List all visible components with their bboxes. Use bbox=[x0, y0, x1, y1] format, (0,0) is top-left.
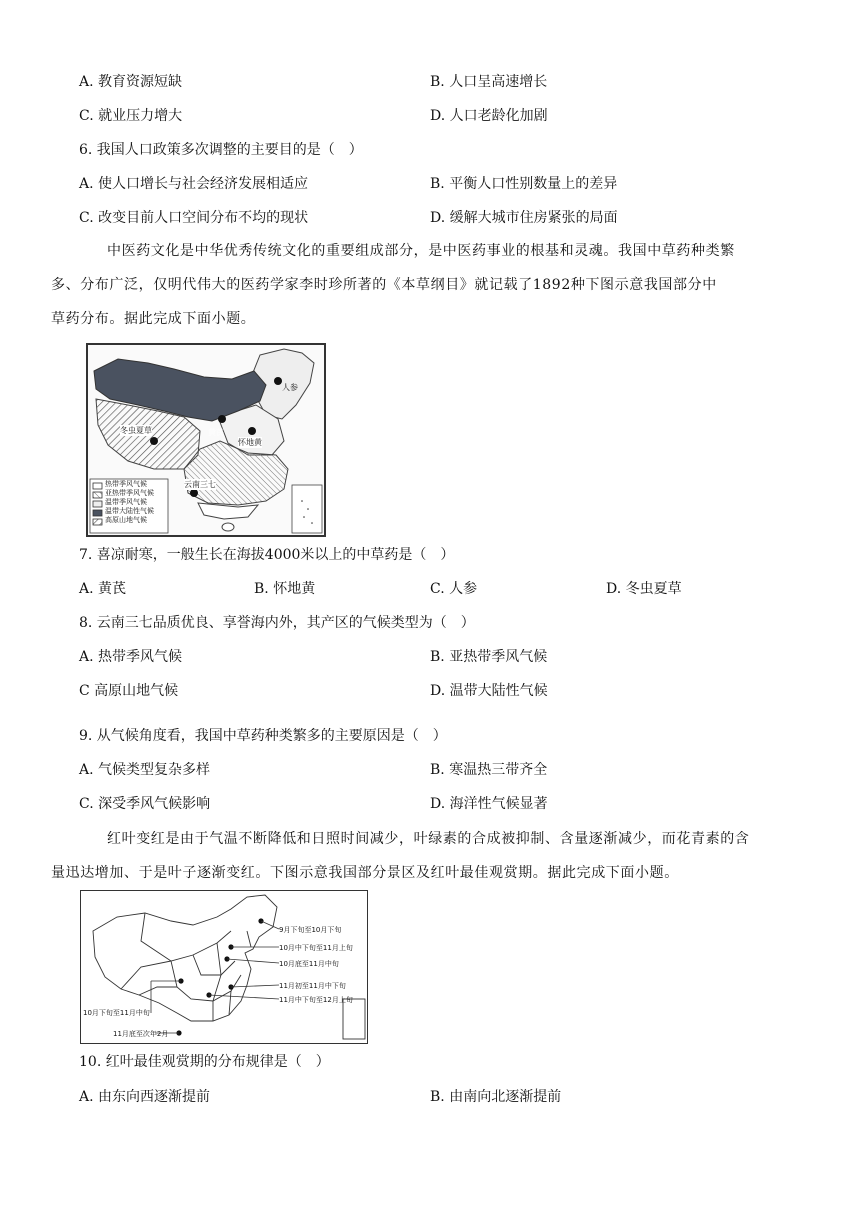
passage-2 bbox=[51, 822, 783, 890]
q8-stem: 8. 云南三七品质优良、享誉海内外，其产区的气候类型为（ ） bbox=[79, 615, 475, 631]
q8-option-c: C 高原山地气候 bbox=[79, 683, 179, 699]
q6-option-d: D. 缓解大城市住房紧张的局面 bbox=[430, 210, 618, 226]
leaf-label-2: 10月中下旬至11月上旬 bbox=[279, 944, 353, 952]
q8-option-b: B. 亚热带季风气候 bbox=[430, 649, 548, 665]
q7-stem: 7. 喜凉耐寒，一般生长在海拔4000米以上的中草药是（ ） bbox=[79, 547, 455, 563]
passage-1-line-3: 草药分布。据此完成下面小题。 bbox=[51, 311, 256, 327]
q6-option-b: B. 平衡人口性别数量上的差异 bbox=[430, 176, 618, 192]
passage-2-line-1: 红叶变红是由于气温不断降低和日照时间减少，叶绿素的合成被抑制、含量逐渐减少，而花青素的含 bbox=[107, 831, 750, 847]
q8-option-d: D. 温带大陆性气候 bbox=[430, 683, 548, 699]
leaf-label-5: 11月中下旬至12月上旬 bbox=[279, 996, 353, 1004]
leaf-label-7: 11月底至次年2月 bbox=[113, 1030, 169, 1038]
leaf-label-1: 9月下旬至10月下旬 bbox=[279, 926, 342, 934]
legend-subtropical-monsoon: 亚热带季风气候 bbox=[105, 489, 154, 497]
leaf-label-4: 11月初至11月中下旬 bbox=[279, 982, 346, 990]
q10-option-a: A. 由东向西逐渐提前 bbox=[79, 1089, 211, 1105]
q7-option-d: D. 冬虫夏草 bbox=[606, 581, 682, 597]
q10-option-b: B. 由南向北逐渐提前 bbox=[430, 1089, 562, 1105]
q9-option-a: A. 气候类型复杂多样 bbox=[79, 762, 211, 778]
legend-tropical-monsoon: 热带季风气候 bbox=[105, 480, 147, 488]
passage-1-line-2: 多、分布广泛，仅明代伟大的医药学家李时珍所著的《本草纲目》就记载了1892种下图示意我国部分中 bbox=[51, 277, 717, 293]
q5-option-a: A. 教育资源短缺 bbox=[79, 74, 183, 90]
leaf-label-6: 10月下旬至11月中旬 bbox=[83, 1009, 150, 1017]
red-leaf-map bbox=[80, 890, 368, 1044]
q10-stem: 10. 红叶最佳观赏期的分布规律是（ ） bbox=[79, 1054, 330, 1070]
leaf-label-3: 10月底至11月中旬 bbox=[279, 960, 339, 968]
label-huaidi: 怀地黄 bbox=[238, 438, 262, 447]
q9-option-c: C. 深受季风气候影响 bbox=[79, 796, 211, 812]
label-renshen: 人参 bbox=[282, 383, 298, 392]
label-sanqi: 云南三七 bbox=[184, 480, 216, 489]
passage-2-line-2: 量迅达增加、于是叶子逐渐变红。下图示意我国部分景区及红叶最佳观赏期。据此完成下面小题。 bbox=[51, 865, 679, 881]
legend-temperate-monsoon: 温带季风气候 bbox=[105, 498, 147, 506]
q9-option-d: D. 海洋性气候显著 bbox=[430, 796, 548, 812]
label-chongcao: 冬虫夏草 bbox=[120, 426, 152, 435]
q5-option-c: C. 就业压力增大 bbox=[79, 108, 183, 124]
q7-option-b: B. 怀地黄 bbox=[254, 581, 316, 597]
legend-temperate-continental: 温带大陆性气候 bbox=[105, 507, 154, 515]
q9-option-b: B. 寒温热三带齐全 bbox=[430, 762, 548, 778]
passage-1 bbox=[51, 234, 783, 336]
herb-climate-map bbox=[86, 343, 326, 537]
legend-plateau-mountain: 高原山地气候 bbox=[105, 516, 147, 524]
q9-stem: 9. 从气候角度看，我国中草药种类繁多的主要原因是（ ） bbox=[79, 728, 447, 744]
q6-stem: 6. 我国人口政策多次调整的主要目的是（ ） bbox=[79, 142, 363, 158]
passage-1-line-1: 中医药文化是中华优秀传统文化的重要组成部分，是中医药事业的根基和灵魂。我国中草药种类繁 bbox=[107, 243, 735, 259]
q7-option-a: A. 黄芪 bbox=[79, 581, 127, 597]
label-huangqi: 黄芪 bbox=[208, 428, 224, 437]
q6-option-a: A. 使人口增长与社会经济发展相适应 bbox=[79, 176, 309, 192]
q5-option-d: D. 人口老龄化加剧 bbox=[430, 108, 548, 124]
map1-legend bbox=[105, 480, 154, 525]
q8-option-a: A. 热带季风气候 bbox=[79, 649, 183, 665]
q7-option-c: C. 人参 bbox=[430, 581, 478, 597]
q5-option-b: B. 人口呈高速增长 bbox=[430, 74, 548, 90]
q6-option-c: C. 改变目前人口空间分布不均的现状 bbox=[79, 210, 309, 226]
